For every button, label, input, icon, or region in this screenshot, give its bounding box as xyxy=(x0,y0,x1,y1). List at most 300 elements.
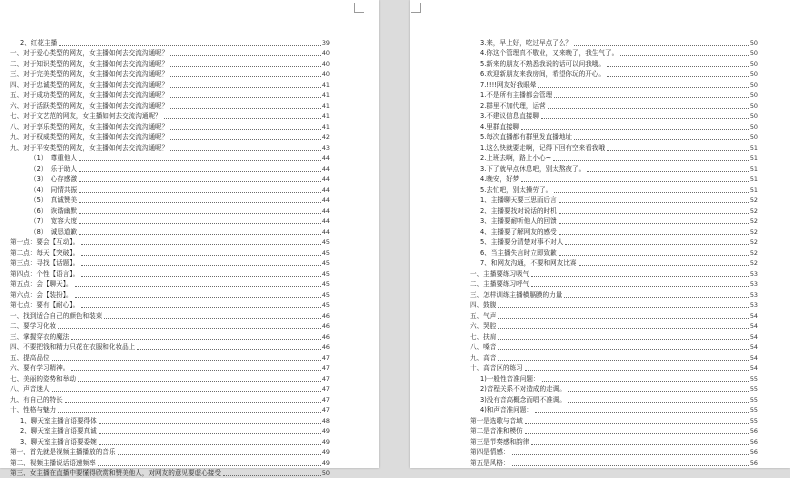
toc-entry-title: 一、找到适合自己的颜色和装束 xyxy=(10,311,102,321)
toc-entry[interactable] xyxy=(10,226,330,237)
toc-entry-page-number: 55 xyxy=(750,405,758,415)
toc-dot-leader xyxy=(79,181,321,182)
page-corner-mark xyxy=(411,3,421,13)
toc-entry-title: 三、怎样训练主播横膈膜的力量 xyxy=(470,290,562,300)
toc-entry-title: （8） 诚恳道歉 xyxy=(30,227,77,237)
toc-entry-title: 第二、视频主播说话语速频率 xyxy=(10,458,96,468)
toc-entry-page-number: 52 xyxy=(750,227,758,237)
toc-dot-leader xyxy=(75,297,321,298)
toc-entry-page-number: 41 xyxy=(322,80,330,90)
toc-entry-page-number: 49 xyxy=(322,426,330,436)
toc-entry-title: 五、气声 xyxy=(470,311,496,321)
toc-entry[interactable] xyxy=(10,342,330,353)
toc-entry[interactable] xyxy=(10,457,330,468)
toc-entry-title: 2、聊天室主播言语要真诚 xyxy=(20,426,97,436)
toc-dot-leader xyxy=(568,391,749,392)
toc-entry[interactable] xyxy=(10,111,330,122)
toc-dot-leader xyxy=(574,45,749,46)
toc-dot-leader xyxy=(79,171,321,172)
toc-entry[interactable] xyxy=(470,247,758,258)
toc-entry-page-number: 45 xyxy=(322,248,330,258)
toc-entry[interactable] xyxy=(10,426,330,437)
toc-entry-page-number: 50 xyxy=(750,48,758,58)
toc-entry[interactable] xyxy=(10,142,330,153)
toc-entry-page-number: 51 xyxy=(750,143,758,153)
toc-dot-leader xyxy=(99,444,321,445)
toc-entry-title: 3.来，早上好，吃过早点了么？ xyxy=(480,38,572,48)
toc-entry-title: 九、对于权威类型的网友，女主播如何去交流沟通呢？ xyxy=(10,132,168,142)
toc-entry-title: （6） 诙谐幽默 xyxy=(30,206,77,216)
toc-entry-page-number: 52 xyxy=(750,195,758,205)
toc-entry-page-number: 41 xyxy=(322,101,330,111)
toc-dot-leader xyxy=(170,66,321,67)
toc-entry-page-number: 56 xyxy=(750,426,758,436)
toc-entry-title: 第四点：个性【语言】。 xyxy=(10,269,79,279)
toc-entry-page-number: 45 xyxy=(322,300,330,310)
toc-dot-leader xyxy=(565,244,749,245)
toc-dot-leader xyxy=(81,307,321,308)
toc-dot-leader xyxy=(620,55,749,56)
toc-entry-page-number: 55 xyxy=(750,416,758,426)
toc-dot-leader xyxy=(78,381,321,382)
toc-entry-title: 六、要有学习精神。 xyxy=(10,363,69,373)
toc-dot-leader xyxy=(79,223,321,224)
toc-entry-page-number: 52 xyxy=(750,237,758,247)
toc-entry[interactable] xyxy=(10,37,330,48)
toc-entry-title: 5.去忙吧，别太操劳了。 xyxy=(480,185,552,195)
toc-entry-page-number: 51 xyxy=(750,174,758,184)
toc-entry[interactable] xyxy=(470,237,758,248)
toc-entry-page-number: 40 xyxy=(322,59,330,69)
toc-entry[interactable] xyxy=(470,195,758,206)
toc-entry-title: 1.这么快就要走啊，记得下回有空来看我哦 xyxy=(480,143,605,153)
toc-entry[interactable] xyxy=(470,289,758,300)
toc-dot-leader xyxy=(223,475,321,476)
toc-entry[interactable] xyxy=(470,48,758,59)
toc-dot-leader xyxy=(75,286,321,287)
toc-entry-page-number: 41 xyxy=(322,90,330,100)
toc-entry[interactable] xyxy=(470,342,758,353)
toc-entry[interactable] xyxy=(470,79,758,90)
toc-entry-page-number: 55 xyxy=(750,395,758,405)
toc-entry-page-number: 45 xyxy=(322,237,330,247)
toc-entry[interactable] xyxy=(470,279,758,290)
toc-entry[interactable] xyxy=(470,205,758,216)
toc-entry[interactable] xyxy=(10,321,330,332)
toc-entry-title: 一、对于爱心类型的网友，女主播如何去交流沟通呢？ xyxy=(10,48,168,58)
toc-entry-title: 2.群里不加代理，运营 xyxy=(480,101,546,111)
toc-dot-leader xyxy=(525,423,749,424)
toc-dot-leader xyxy=(81,276,321,277)
toc-entry[interactable] xyxy=(470,310,758,321)
toc-dot-leader xyxy=(98,465,321,466)
toc-entry[interactable] xyxy=(470,300,758,311)
toc-entry[interactable] xyxy=(10,163,330,174)
toc-dot-leader xyxy=(52,391,321,392)
toc-entry-title: 3.下了就早点休息吧，别太熬夜了。 xyxy=(480,164,585,174)
toc-dot-leader xyxy=(164,118,321,119)
toc-entry-page-number: 47 xyxy=(322,363,330,373)
toc-entry[interactable] xyxy=(10,195,330,206)
toc-dot-leader xyxy=(170,150,321,151)
toc-dot-leader xyxy=(170,108,321,109)
toc-entry[interactable] xyxy=(470,142,758,153)
toc-entry-title: 八、嗓音 xyxy=(470,342,496,352)
toc-dot-leader xyxy=(79,160,321,161)
toc-entry-page-number: 50 xyxy=(750,59,758,69)
toc-entry-page-number: 56 xyxy=(750,437,758,447)
toc-entry-title: （7） 宽容大度 xyxy=(30,216,77,226)
toc-dot-leader xyxy=(81,265,321,266)
toc-entry[interactable] xyxy=(10,184,330,195)
toc-entry-page-number: 51 xyxy=(750,164,758,174)
toc-entry-page-number: 46 xyxy=(322,332,330,342)
toc-entry-title: 3、聊天室主播言语要委婉 xyxy=(20,437,97,447)
toc-entry-page-number: 41 xyxy=(322,122,330,132)
toc-dot-leader xyxy=(559,255,749,256)
toc-entry-page-number: 46 xyxy=(322,321,330,331)
toc-entry-page-number: 50 xyxy=(750,38,758,48)
toc-dot-leader xyxy=(521,129,749,130)
toc-entry-page-number: 47 xyxy=(322,405,330,415)
toc-entry-page-number: 44 xyxy=(322,174,330,184)
toc-entry-title: 6、当主播失言时立即致歉 xyxy=(480,248,557,258)
toc-entry-title: 4.你这个管理真不敬业，又来晚了，我生气了。 xyxy=(480,48,618,58)
toc-dot-leader xyxy=(559,223,749,224)
toc-entry[interactable] xyxy=(10,153,330,164)
toc-dot-leader xyxy=(568,402,749,403)
toc-entry[interactable] xyxy=(470,132,758,143)
toc-entry-title: 第五是风格： xyxy=(470,458,510,468)
toc-dot-leader xyxy=(71,370,321,371)
toc-entry[interactable] xyxy=(470,384,758,395)
toc-entry[interactable] xyxy=(470,153,758,164)
toc-entry-title: 十、高音区的练习 xyxy=(470,363,523,373)
toc-dot-leader xyxy=(137,349,321,350)
toc-dot-leader xyxy=(607,76,749,77)
toc-dot-leader xyxy=(538,87,748,88)
toc-entry-title: 二、要学习化妆 xyxy=(10,321,56,331)
toc-entry-page-number: 50 xyxy=(750,80,758,90)
toc-entry[interactable] xyxy=(470,352,758,363)
toc-entry-title: 第三点：寻找【话题】。 xyxy=(10,258,79,268)
toc-dot-leader xyxy=(498,360,748,361)
toc-entry-page-number: 52 xyxy=(750,206,758,216)
toc-dot-leader xyxy=(79,234,321,235)
toc-entry[interactable] xyxy=(470,373,758,384)
toc-entry-page-number: 52 xyxy=(750,258,758,268)
toc-entry-page-number: 45 xyxy=(322,258,330,268)
document-page-right xyxy=(410,0,790,468)
toc-entry-page-number: 54 xyxy=(750,342,758,352)
toc-entry-page-number: 40 xyxy=(322,48,330,58)
toc-entry[interactable] xyxy=(10,79,330,90)
toc-entry-page-number: 50 xyxy=(750,111,758,121)
toc-entry[interactable] xyxy=(10,279,330,290)
toc-entry[interactable] xyxy=(10,415,330,426)
toc-entry-title: 九、有自己的特长 xyxy=(10,395,63,405)
toc-entry-title: 3)没有音高概念而唱不准调。 xyxy=(480,395,566,405)
toc-entry[interactable] xyxy=(470,226,758,237)
toc-dot-leader xyxy=(559,234,749,235)
toc-entry-page-number: 53 xyxy=(750,269,758,279)
toc-dot-leader xyxy=(525,433,749,434)
toc-dot-leader xyxy=(559,202,749,203)
toc-entry-page-number: 49 xyxy=(322,447,330,457)
toc-dot-leader xyxy=(170,76,321,77)
toc-dot-leader xyxy=(65,402,321,403)
toc-entry[interactable] xyxy=(470,268,758,279)
toc-entry-page-number: 46 xyxy=(322,342,330,352)
document-page-left xyxy=(0,0,379,468)
toc-entry[interactable] xyxy=(470,163,758,174)
toc-dot-leader xyxy=(587,171,749,172)
toc-entry[interactable] xyxy=(470,174,758,185)
toc-entry-page-number: 45 xyxy=(322,279,330,289)
toc-entry-page-number: 54 xyxy=(750,332,758,342)
toc-entry-title: 1)一般性音准问题： xyxy=(480,374,540,384)
toc-entry-title: 2)音程关系不对造成的走调。 xyxy=(480,384,566,394)
toc-entry-page-number: 47 xyxy=(322,384,330,394)
toc-entry-page-number: 50 xyxy=(750,132,758,142)
toc-entry[interactable] xyxy=(10,373,330,384)
toc-entry[interactable] xyxy=(470,415,758,426)
toc-dot-leader xyxy=(59,45,321,46)
toc-entry[interactable] xyxy=(470,111,758,122)
toc-dot-leader xyxy=(579,265,749,266)
toc-entry-title: 第三、女主播在直播中要懂得欣赏和赞美他人，对网友的意见要虚心接受 xyxy=(10,468,221,478)
toc-dot-leader xyxy=(531,286,749,287)
toc-dot-leader xyxy=(554,192,749,193)
toc-entry-page-number: 48 xyxy=(322,416,330,426)
toc-dot-leader xyxy=(170,55,321,56)
toc-entry-title: 1.不是所有主播都会管理 xyxy=(480,90,552,100)
toc-entry-page-number: 54 xyxy=(750,311,758,321)
toc-entry[interactable] xyxy=(470,69,758,80)
toc-entry-page-number: 41 xyxy=(322,111,330,121)
toc-dot-leader xyxy=(58,328,321,329)
toc-entry-title: 5.每次直播都有群里发直播地址 xyxy=(480,132,572,142)
toc-entry-page-number: 56 xyxy=(750,458,758,468)
toc-entry[interactable] xyxy=(10,216,330,227)
toc-entry-page-number: 44 xyxy=(322,206,330,216)
toc-entry-title: 7.!!!!网友好我眼晕 xyxy=(480,80,536,90)
toc-entry-title: 2、主播要找对说话的时机 xyxy=(480,206,557,216)
toc-entry-title: 九、对于平安类型的网友，女主播如何去交流沟通呢？ xyxy=(10,143,168,153)
toc-entry-page-number: 42 xyxy=(322,132,330,142)
toc-dot-leader xyxy=(531,276,749,277)
toc-entry-title: （2） 乐于助人 xyxy=(30,164,77,174)
toc-dot-leader xyxy=(607,66,749,67)
toc-entry[interactable] xyxy=(470,447,758,458)
toc-entry[interactable] xyxy=(10,58,330,69)
toc-entry[interactable] xyxy=(10,90,330,101)
toc-entry-title: 十、性格与魅力 xyxy=(10,405,56,415)
toc-dot-leader xyxy=(498,328,748,329)
toc-entry-title: 七、对于文艺范的网友，女主播如何去交流沟通呢？ xyxy=(10,111,162,121)
toc-entry[interactable] xyxy=(10,436,330,447)
toc-entry-page-number: 52 xyxy=(750,216,758,226)
toc-entry-page-number: 50 xyxy=(750,69,758,79)
toc-entry-page-number: 50 xyxy=(750,90,758,100)
toc-entry-page-number: 44 xyxy=(322,227,330,237)
toc-entry-title: 七、扶肩 xyxy=(470,332,496,342)
toc-entry[interactable] xyxy=(10,468,330,478)
toc-dot-leader xyxy=(542,381,749,382)
toc-entry-page-number: 51 xyxy=(750,185,758,195)
toc-entry-page-number: 39 xyxy=(322,38,330,48)
toc-entry-page-number: 54 xyxy=(750,363,758,373)
toc-entry[interactable] xyxy=(10,174,330,185)
toc-entry[interactable] xyxy=(10,405,330,416)
toc-entry-title: 第三是节奏感和韵律 xyxy=(470,437,529,447)
toc-entry[interactable] xyxy=(10,289,330,300)
toc-entry-title: 第四是情感： xyxy=(470,447,510,457)
toc-dot-leader xyxy=(81,244,321,245)
toc-entry-page-number: 49 xyxy=(322,458,330,468)
toc-entry-title: 第七点：要有【耐心】。 xyxy=(10,300,79,310)
toc-entry-page-number: 44 xyxy=(322,164,330,174)
toc-entry[interactable] xyxy=(10,384,330,395)
toc-entry[interactable] xyxy=(10,247,330,258)
toc-entry[interactable] xyxy=(10,352,330,363)
toc-entry[interactable] xyxy=(10,394,330,405)
toc-entry-page-number: 50 xyxy=(322,468,330,478)
toc-entry-page-number: 53 xyxy=(750,300,758,310)
toc-entry-title: 八、对于享乐类型的网友，女主播如何去交流沟通呢？ xyxy=(10,122,168,132)
toc-entry-title: 六、哭腔 xyxy=(470,321,496,331)
toc-entry[interactable] xyxy=(470,331,758,342)
toc-dot-leader xyxy=(535,412,749,413)
page-corner-mark xyxy=(354,3,364,13)
toc-entry-title: （5） 真诚赞美 xyxy=(30,195,77,205)
toc-entry-page-number: 50 xyxy=(750,101,758,111)
toc-entry-title: 第一是选歌与音域 xyxy=(470,416,523,426)
toc-entry-page-number: 43 xyxy=(322,143,330,153)
toc-entry-title: 四、鼓腹 xyxy=(470,300,496,310)
toc-entry[interactable] xyxy=(10,69,330,80)
toc-entry-title: 2、红花主播 xyxy=(20,38,57,48)
toc-dot-leader xyxy=(607,150,749,151)
toc-entry[interactable] xyxy=(10,237,330,248)
toc-entry[interactable] xyxy=(10,48,330,59)
toc-entry-title: 3、主播要耐听他人的回馈 xyxy=(480,216,557,226)
toc-entry-page-number: 46 xyxy=(322,311,330,321)
toc-dot-leader xyxy=(170,139,321,140)
table-of-contents xyxy=(10,37,330,478)
toc-dot-leader xyxy=(58,412,321,413)
toc-entry-title: 二、对于知识类型的网友，女主播如何去交流沟通呢？ xyxy=(10,59,168,69)
toc-entry[interactable] xyxy=(10,310,330,321)
toc-entry-title: 第五点：会【聊天】。 xyxy=(10,279,73,289)
toc-entry[interactable] xyxy=(10,331,330,342)
toc-entry-page-number: 44 xyxy=(322,153,330,163)
toc-entry[interactable] xyxy=(10,205,330,216)
toc-entry-page-number: 55 xyxy=(750,384,758,394)
toc-entry[interactable] xyxy=(470,321,758,332)
toc-entry-title: 四、不要把钱和精力只花在衣服和化妆品上 xyxy=(10,342,135,352)
toc-entry-title: 7、和网友沟通，不要和网友比赛 xyxy=(480,258,577,268)
toc-entry[interactable] xyxy=(470,216,758,227)
toc-entry-title: 第二点：每天【突破】。 xyxy=(10,248,79,258)
toc-entry[interactable] xyxy=(470,184,758,195)
toc-dot-leader xyxy=(521,181,749,182)
toc-dot-leader xyxy=(170,129,321,130)
toc-dot-leader xyxy=(52,360,321,361)
toc-entry-title: （1） 尊重他人 xyxy=(30,153,77,163)
toc-entry-title: 三、对于完美类型的网友，女主播如何去交流沟通呢？ xyxy=(10,69,168,79)
toc-dot-leader xyxy=(564,297,749,298)
toc-entry[interactable] xyxy=(470,100,758,111)
toc-entry-title: 五、对于成功类型的网友，女主播如何去交流沟通呢？ xyxy=(10,90,168,100)
toc-dot-leader xyxy=(79,202,321,203)
toc-entry[interactable] xyxy=(470,58,758,69)
toc-entry[interactable] xyxy=(10,100,330,111)
toc-dot-leader xyxy=(79,213,321,214)
toc-dot-leader xyxy=(170,97,321,98)
toc-dot-leader xyxy=(512,465,749,466)
toc-dot-leader xyxy=(498,349,748,350)
toc-entry[interactable] xyxy=(470,258,758,269)
toc-dot-leader xyxy=(71,339,321,340)
toc-dot-leader xyxy=(99,433,321,434)
toc-entry[interactable] xyxy=(10,268,330,279)
toc-entry[interactable] xyxy=(470,121,758,132)
toc-entry[interactable] xyxy=(470,37,758,48)
toc-dot-leader xyxy=(79,192,321,193)
toc-entry-title: 6.欢迎新朋友来我房间，希望你玩的开心。 xyxy=(480,69,605,79)
toc-entry-title: 五、提高品位 xyxy=(10,353,50,363)
toc-entry[interactable] xyxy=(470,394,758,405)
toc-entry-page-number: 47 xyxy=(322,374,330,384)
toc-entry-title: 一、主播要练习吸气 xyxy=(470,269,529,279)
toc-entry-title: 八、声音迷人 xyxy=(10,384,50,394)
toc-entry-page-number: 51 xyxy=(750,153,758,163)
toc-entry-title: 四、对于忠诚类型的网友，女主播如何去交流沟通呢？ xyxy=(10,80,168,90)
toc-entry[interactable] xyxy=(470,436,758,447)
toc-entry-page-number: 55 xyxy=(750,374,758,384)
toc-entry[interactable] xyxy=(470,426,758,437)
toc-entry-title: 4、主播要了解网友的感受 xyxy=(480,227,557,237)
toc-entry-page-number: 53 xyxy=(750,290,758,300)
toc-entry-title: 第一、首先就是视频主播播放的音乐 xyxy=(10,447,116,457)
toc-entry[interactable] xyxy=(10,121,330,132)
toc-entry-page-number: 47 xyxy=(322,395,330,405)
toc-dot-leader xyxy=(559,213,749,214)
toc-entry-title: 六、对于活跃类型的网友，女主播如何去交流沟通呢？ xyxy=(10,101,168,111)
toc-entry-title: （4） 同情共振 xyxy=(30,185,77,195)
toc-entry-title: 第一点：要会【互动】。 xyxy=(10,237,79,247)
toc-entry[interactable] xyxy=(470,90,758,101)
toc-entry-title: 二、主播要练习呼气 xyxy=(470,279,529,289)
toc-entry[interactable] xyxy=(470,363,758,374)
toc-entry[interactable] xyxy=(10,132,330,143)
toc-entry-page-number: 56 xyxy=(750,447,758,457)
toc-entry[interactable] xyxy=(10,258,330,269)
toc-entry[interactable] xyxy=(10,363,330,374)
toc-dot-leader xyxy=(498,307,748,308)
toc-entry[interactable] xyxy=(470,405,758,416)
toc-entry[interactable] xyxy=(10,447,330,458)
toc-dot-leader xyxy=(170,87,321,88)
toc-dot-leader xyxy=(498,339,748,340)
toc-entry-page-number: 52 xyxy=(750,248,758,258)
toc-entry-title: 4.晚安，好梦 xyxy=(480,174,519,184)
toc-entry[interactable] xyxy=(470,457,758,468)
toc-dot-leader xyxy=(531,444,749,445)
toc-entry[interactable] xyxy=(10,300,330,311)
toc-entry-page-number: 47 xyxy=(322,353,330,363)
